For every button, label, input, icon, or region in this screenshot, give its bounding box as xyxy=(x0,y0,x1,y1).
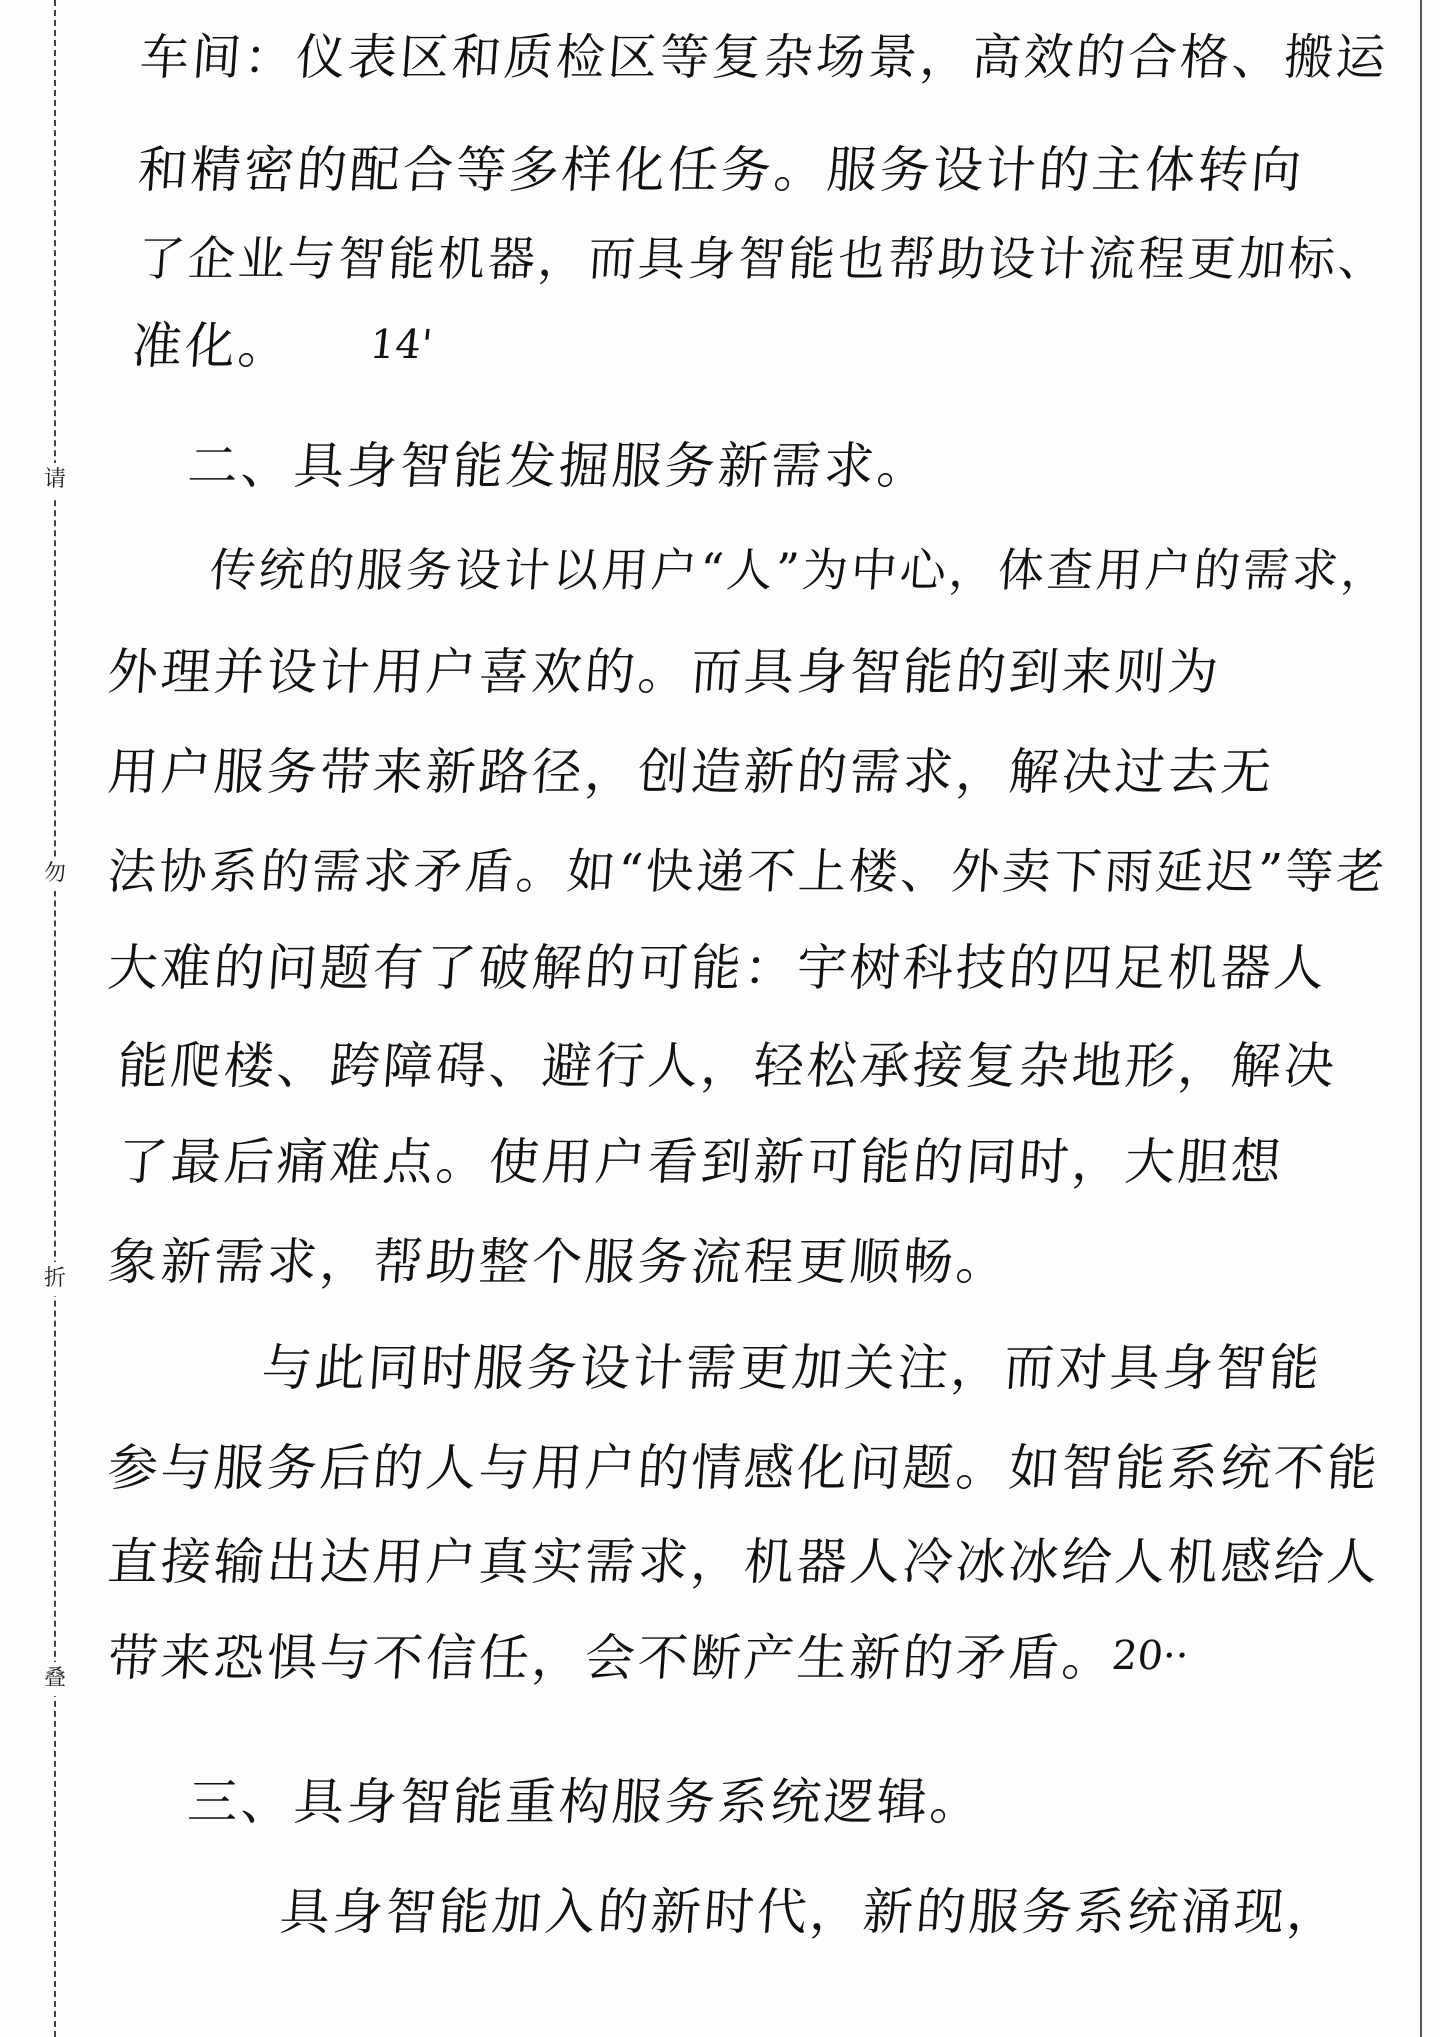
fold-notice-char: 叠 xyxy=(44,1662,66,1696)
handwritten-line: 了企业与智能机器，而具身智能也帮助设计流程更加标、 xyxy=(136,232,1390,287)
word-count-mark: 20·· xyxy=(1109,1633,1191,1679)
section-heading: 二、具身智能发掘服务新需求。 xyxy=(185,437,933,495)
handwritten-line: 能爬楼、跨障碍、避行人，轻松承接复杂地形，解决 xyxy=(115,1037,1340,1095)
handwritten-line: 外理并设计用户喜欢的。而具身智能的到来则为 xyxy=(105,643,1224,701)
fold-notice-char: 勿 xyxy=(44,857,66,891)
handwritten-line: 了最后痛难点。使用户看到新可能的同时，大胆想 xyxy=(115,1133,1287,1191)
word-count-mark: 14' xyxy=(367,322,435,368)
handwritten-line: 法协系的需求矛盾。如“快递不上楼、外卖下雨延迟”等老 xyxy=(106,844,1390,900)
fold-notice-char: 折 xyxy=(44,1262,66,1296)
handwritten-line: 准化。 xyxy=(129,317,294,375)
fold-notice-char: 请 xyxy=(44,463,66,497)
handwritten-line: 与此同时服务设计需更加关注，而对具身智能 xyxy=(259,1339,1325,1397)
handwritten-line: 车间：仪表区和质检区等复杂场景，高效的合格、搬运 xyxy=(138,29,1391,86)
handwritten-line: 参与服务后的人与用户的情感化问题。如智能系统不能 xyxy=(105,1439,1383,1497)
handwritten-line: 直接输出达用户真实需求，机器人冷冰冰给人机感给人 xyxy=(105,1533,1383,1591)
handwritten-line: 传统的服务设计以用户“人”为中心，体查用户的需求， xyxy=(208,543,1392,597)
handwritten-line: 用户服务带来新路径，创造新的需求，解决过去无 xyxy=(105,743,1277,801)
handwritten-line: 和精密的配合等多样化任务。服务设计的主体转向 xyxy=(135,141,1307,199)
page-right-border xyxy=(1420,0,1422,2037)
handwritten-line: 大难的问题有了破解的可能：宇树科技的四足机器人 xyxy=(105,939,1330,997)
handwritten-line: 象新需求，帮助整个服务流程更顺畅。 xyxy=(105,1233,1012,1291)
fold-guide-dashed-line xyxy=(54,0,56,2037)
handwritten-line: 具身智能加入的新时代，新的服务系统涌现， xyxy=(277,1883,1343,1941)
section-heading: 三、具身智能重构服务系统逻辑。 xyxy=(185,1773,986,1831)
handwritten-line: 带来恐惧与不信任，会不断产生新的矛盾。 xyxy=(105,1629,1118,1687)
